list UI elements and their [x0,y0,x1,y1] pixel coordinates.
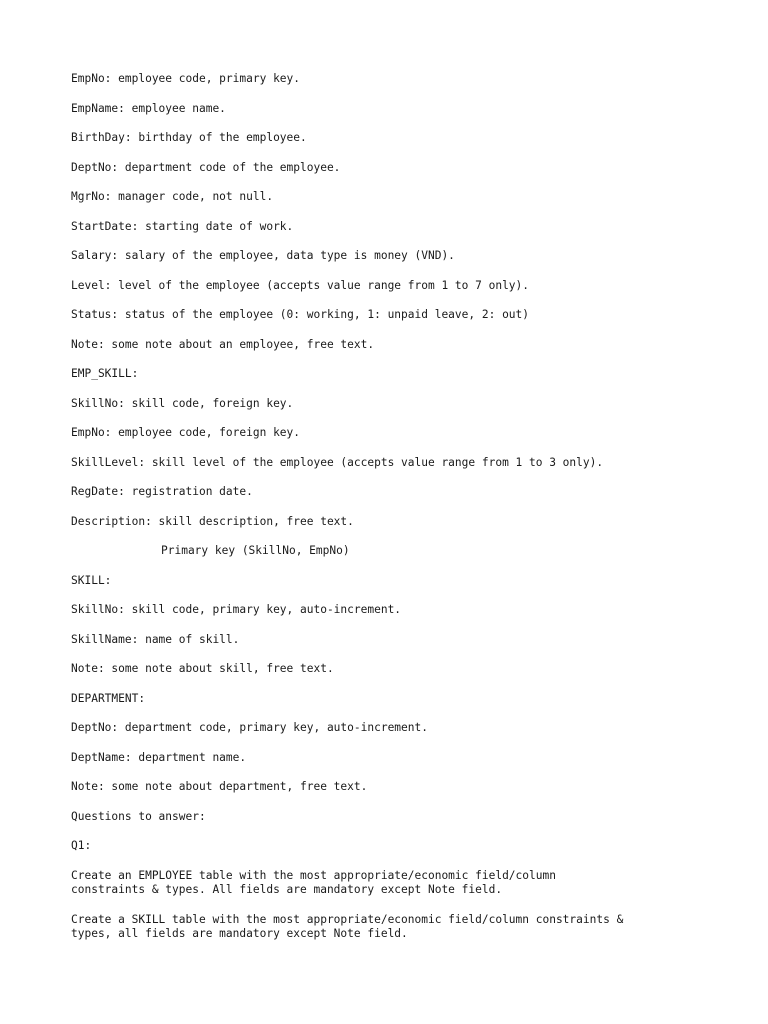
field-skillno-pk: SkillNo: skill code, primary key, auto-increment. [71,603,402,616]
document-page [71,72,711,957]
heading-questions: Questions to answer: [71,809,206,823]
field-department-note: Note: some note about department, free text. [71,780,368,793]
field-regdate: RegDate: registration date. [71,485,253,498]
field-skilllevel: SkillLevel: skill level of the employee (accepts value range from 1 to 3 only). [71,455,604,469]
field-note: Note: some note about an employee, free text. [71,337,375,351]
field-status: Status: status of the employee (0: working, 1: unpaid leave, 2: out) [71,308,530,321]
field-mgrno: MgrNo: manager code, not null. [71,190,274,203]
field-empname: EmpName: employee name. [71,101,226,115]
field-level: Level: level of the employee (accepts value range from 1 to 7 only). [71,278,530,292]
q1-skill-task: Create a SKILL table with the most appropriate/economic field/column constraints & types, all fields are mandatory except Note field. [71,912,624,940]
field-deptname: DeptName: department name. [71,750,247,764]
heading-q1: Q1: [71,839,92,852]
field-deptno-pk: DeptNo: department code, primary key, auto-increment. [71,721,428,734]
field-deptno: DeptNo: department code of the employee. [71,160,341,174]
primary-key-note: Primary key (SkillNo, EmpNo) [161,544,350,557]
field-description: Description: skill description, free text. [71,514,354,528]
heading-skill: SKILL: [71,573,112,587]
field-skillname: SkillName: name of skill. [71,632,240,646]
field-birthday: BirthDay: birthday of the employee. [71,131,307,144]
field-skill-note: Note: some note about skill, free text. [71,662,334,675]
field-empno-fk: EmpNo: employee code, foreign key. [71,426,301,439]
q1-employee-task: Create an EMPLOYEE table with the most appropriate/economic field/column constraints & types. All fields are mandatory except Note field. [71,868,556,896]
field-startdate: StartDate: starting date of work. [71,219,294,233]
field-skillno: SkillNo: skill code, foreign key. [71,396,294,410]
heading-department: DEPARTMENT: [71,691,146,705]
field-salary: Salary: salary of the employee, data type is money (VND). [71,249,455,262]
field-empno: EmpNo: employee code, primary key. [71,72,301,85]
heading-emp-skill: EMP_SKILL: [71,367,139,380]
